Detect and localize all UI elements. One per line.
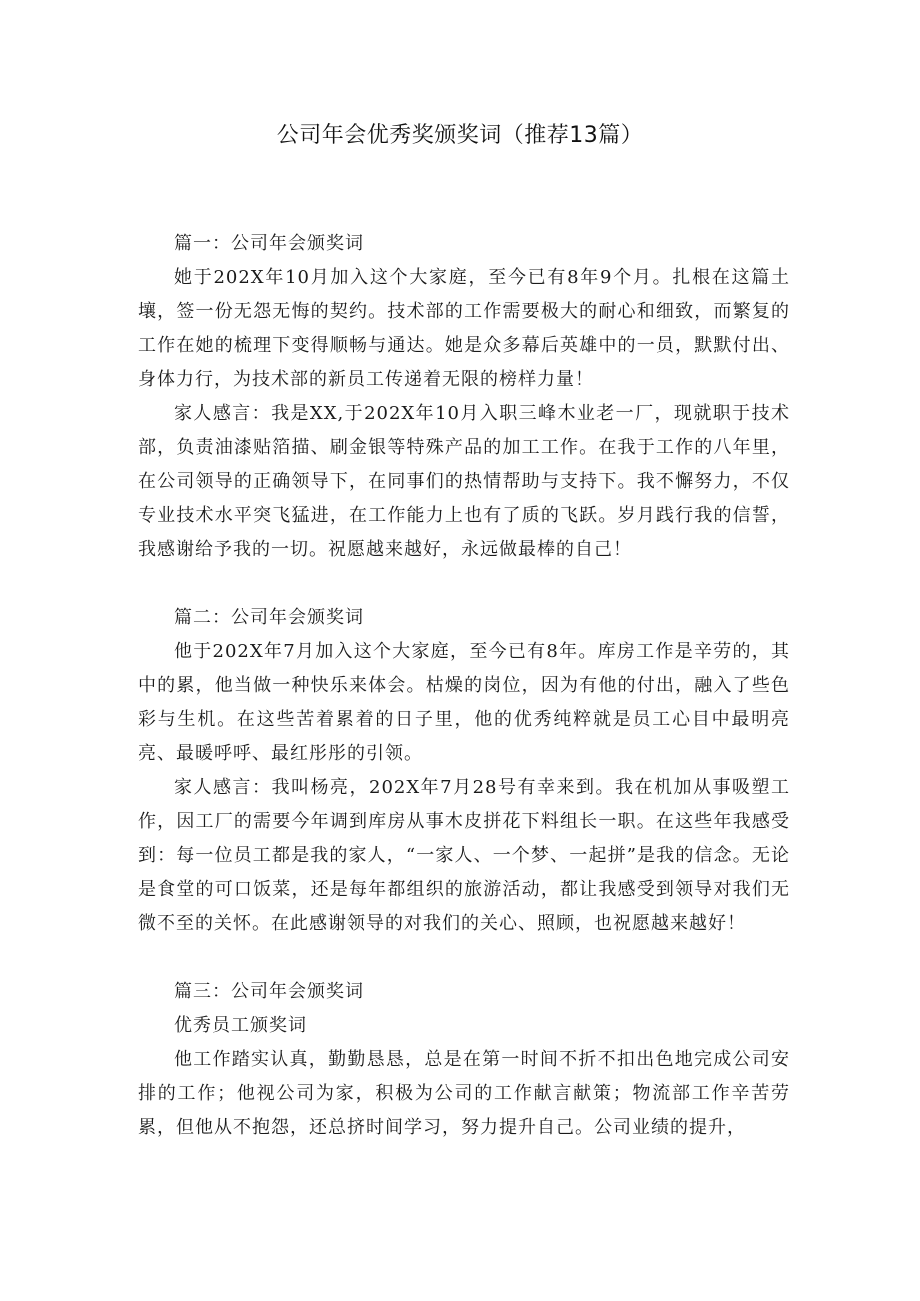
section-2-paragraph-2: 家人感言：我叫杨亮，202X年7月28号有幸来到。我在机加从事吸塑工作，因工厂的需要今年调到库房从事木皮拼花下料组长一职。在这些年我感受到：每一位员工都是我的家人，“一家人、一个梦、一起拼”是我的信念。无论是食堂的可口饭菜，还是每年都组织的旅游活动，都让我感受到领导对我们无微不至的关怀。在此感谢领导的对我们的关心、照顾，也祝愿越来越好！	[138, 777, 790, 934]
section-divider	[138, 941, 790, 975]
document-body	[138, 227, 790, 1145]
section-3-heading: 篇三：公司年会颁奖词	[174, 981, 364, 1002]
section-3-paragraph-1: 他工作踏实认真，勤勤恳恳，总是在第一时间不折不扣出色地完成公司安排的工作；他视公司为家，积极为公司的工作献言献策；物流部工作辛苦劳累，但他从不抱怨，还总挤时间学习，努力提升自己。公司业绩的提升，	[138, 1049, 790, 1138]
section-3-subheading: 优秀员工颁奖词	[174, 1015, 307, 1036]
section-2-paragraph-1: 他于202X年7月加入这个大家庭，至今已有8年。库房工作是辛劳的，其中的累，他当做一种快乐来体会。枯燥的岗位，因为有他的付出，融入了些色彩与生机。在这些苦着累着的日子里，他的优秀纯粹就是员工心目中最明亮亮、最暖呼呼、最红彤彤的引领。	[138, 641, 790, 764]
section-1-heading: 篇一：公司年会颁奖词	[174, 233, 364, 254]
section-divider	[138, 567, 790, 601]
section-2-heading: 篇二：公司年会颁奖词	[174, 607, 364, 628]
section-1-paragraph-2: 家人感言：我是XX,于202X年10月入职三峰木业老一厂，现就职于技术部，负责油漆贴箔描、刷金银等特殊产品的加工工作。在我于工作的八年里，在公司领导的正确领导下，在同事们的热情帮助与支持下。我不懈努力，不仅专业技术水平突飞猛进，在工作能力上也有了质的飞跃。岁月践行我的信誓，我感谢给予我的一切。祝愿越来越好，永远做最棒的自己！	[138, 403, 790, 560]
document-title: 公司年会优秀奖颁奖词（推荐13篇）	[276, 123, 644, 148]
section-1-paragraph-1: 她于202X年10月加入这个大家庭，至今已有8年9个月。扎根在这篇土壤，签一份无怨无悔的契约。技术部的工作需要极大的耐心和细致，而繁复的工作在她的梳理下变得顺畅与通达。她是众多幕后英雄中的一员，默默付出、身体力行，为技术部的新员工传递着无限的榜样力量！	[138, 267, 790, 390]
